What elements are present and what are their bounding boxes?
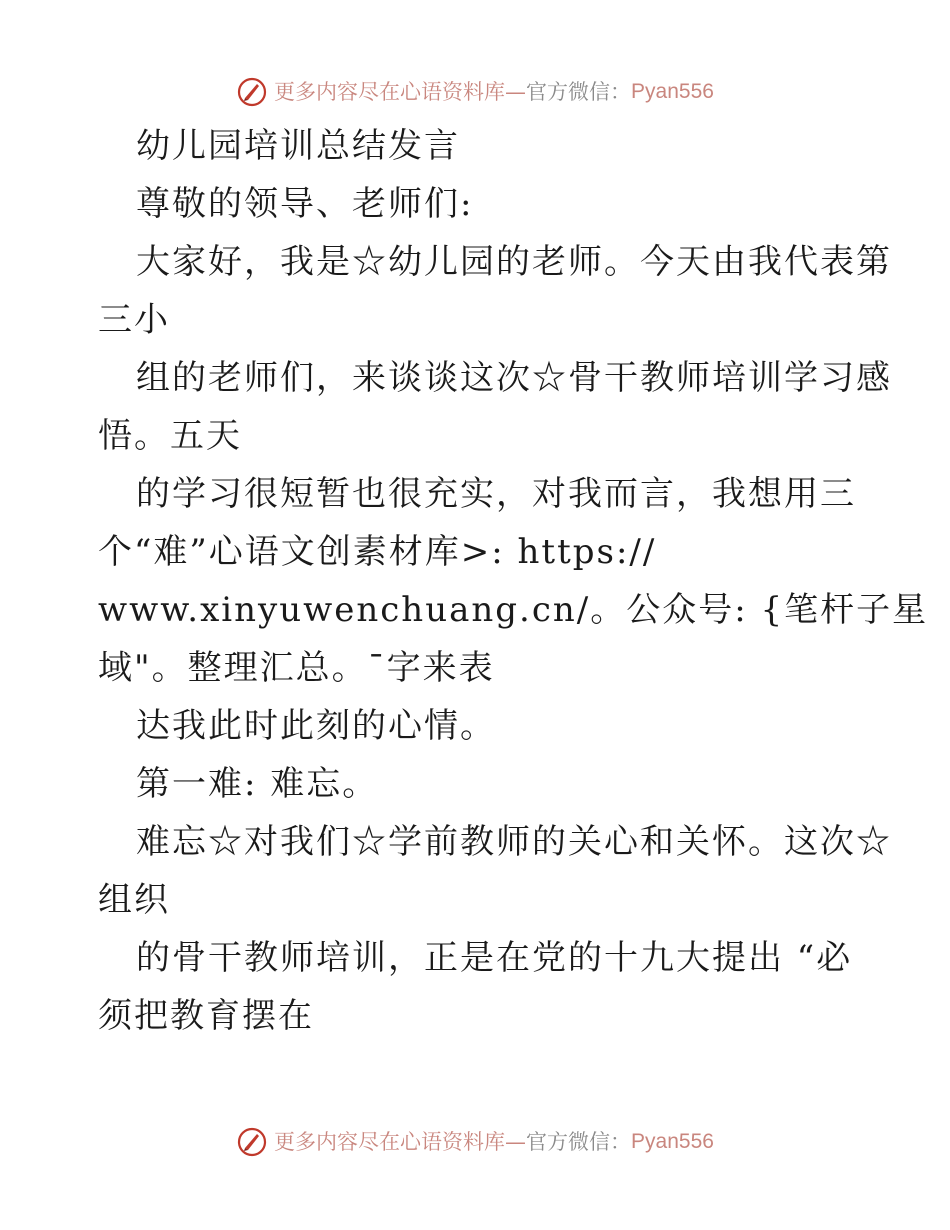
header-banner — [0, 76, 950, 108]
quill-logo-icon — [236, 1126, 268, 1158]
banner-wechat-id: Pyan556 — [631, 80, 714, 103]
text-line: 的骨干教师培训，正是在党的十九大提出 “必 — [136, 938, 853, 978]
text-line: 尊敬的领导、老师们: — [136, 184, 474, 224]
text-line: 组织 — [98, 880, 170, 920]
text-line: 的学习很短暂也很充实，对我而言，我想用三 — [136, 474, 856, 514]
text-line: 达我此时此刻的心情。 — [136, 706, 496, 746]
banner-wechat-id: Pyan556 — [631, 1130, 714, 1153]
banner-dash: — — [505, 80, 527, 104]
text-line: 幼儿园培训总结发言 — [136, 126, 460, 166]
banner-dash: — — [505, 1130, 527, 1154]
text-line: 难忘☆对我们☆学前教师的关心和关怀。这次☆ — [136, 822, 892, 862]
text-line: 第一难: 难忘。 — [136, 764, 379, 804]
footer-banner — [0, 1126, 950, 1158]
text-line: 域"。整理汇总。¯字来表 — [98, 648, 495, 688]
banner-text: 更多内容尽在心语资料库 — [274, 80, 506, 104]
text-line: 悟。五天 — [98, 416, 242, 456]
banner-text: 更多内容尽在心语资料库 — [274, 1130, 506, 1154]
text-line: 大家好，我是☆幼儿园的老师。今天由我代表第 — [136, 242, 892, 282]
text-line: www.xinyuwenchuang.cn/。公众号: {笔杆子星 — [98, 590, 929, 630]
banner-wechat-label: 官方微信： — [526, 80, 632, 104]
document-body — [98, 117, 929, 1045]
quill-logo-icon — [236, 76, 268, 108]
banner-wechat-label: 官方微信： — [526, 1130, 632, 1154]
text-line: 三小 — [98, 300, 170, 340]
text-line: 须把教育摆在 — [98, 996, 314, 1036]
text-line: 个“难”心语文创素材库>: https:// — [98, 532, 657, 572]
text-line: 组的老师们，来谈谈这次☆骨干教师培训学习感 — [136, 358, 892, 398]
